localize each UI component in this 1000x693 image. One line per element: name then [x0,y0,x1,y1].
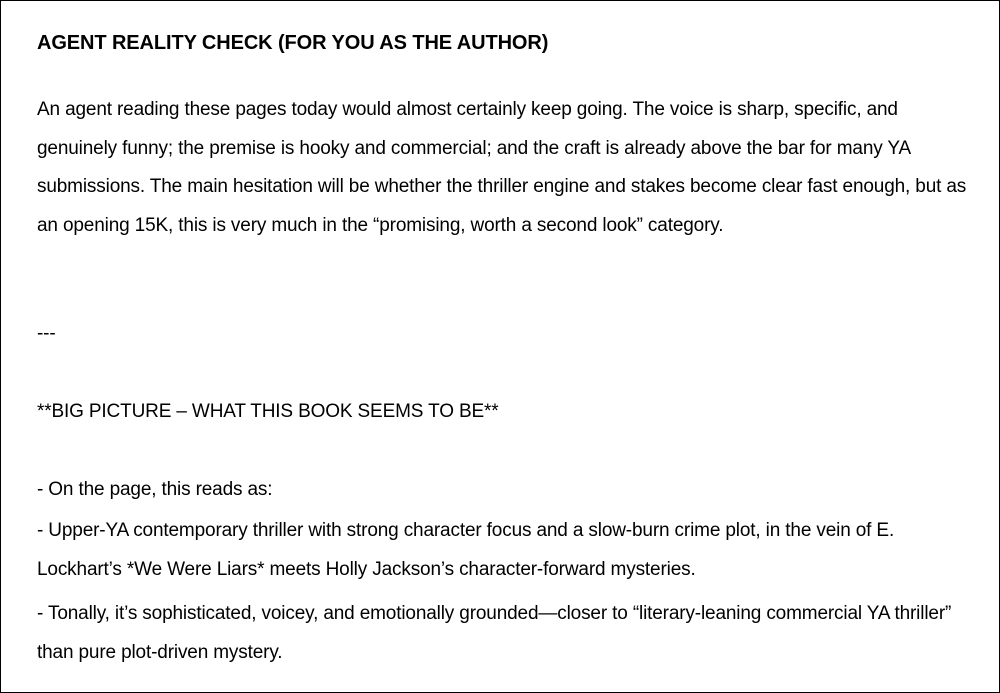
bullet-item: - Tonally, it’s sophisticated, voicey, and emotionally grounded—closer to “literary-leaning commercial YA thriller” than pure plot-driven mystery. [37,603,952,663]
section-title: AGENT REALITY CHECK (FOR YOU AS THE AUTHOR) [37,32,549,54]
bullet-item: - On the page, this reads as: [37,479,273,500]
summary-paragraph: An agent reading these pages today would almost certainly keep going. The voice is sharp, specific, and genuinely funny; the premise is hooky and commercial; and the craft is already above the bar for many YA submissions. The main hesitation will be whether the thriller engine and stakes become clear fast enough, but as an opening 15K, this is very much in the “promising, worth a second look” category. [37,99,967,236]
big-picture-heading: **BIG PICTURE – WHAT THIS BOOK SEEMS TO BE** [37,401,499,422]
separator-text: --- [37,323,56,344]
bullet-item: - Upper-YA contemporary thriller with strong character focus and a slow-burn crime plot, in the vein of E. Lockhart’s *We Were Liars* meets Holly Jackson’s character-forward mysteries. [37,520,895,580]
